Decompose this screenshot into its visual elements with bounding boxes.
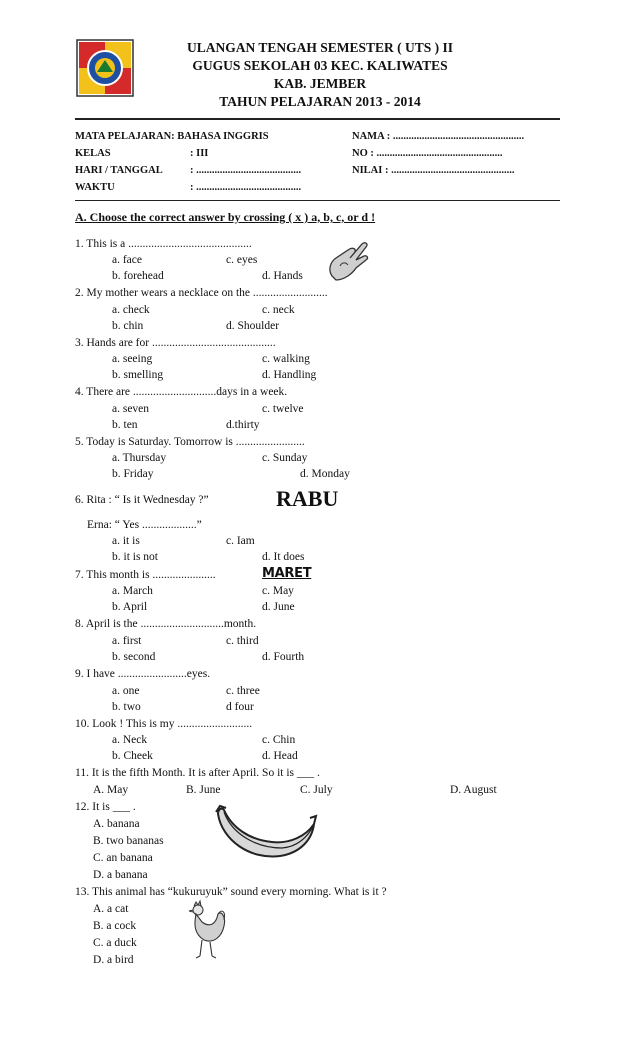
question-4: 4. There are .............................days in a week.	[75, 386, 288, 398]
q1-option-b[interactable]: b. forehead	[112, 270, 164, 282]
q4-option-a[interactable]: a. seven	[112, 403, 150, 415]
q8-option-d[interactable]: d. Fourth	[262, 651, 305, 663]
q3-option-a[interactable]: a. seeing	[112, 353, 153, 365]
q7-option-c[interactable]: c. May	[262, 585, 294, 597]
q9-option-d[interactable]: d four	[226, 701, 254, 713]
q12-option-a[interactable]: A. banana	[93, 818, 140, 830]
q4-option-d[interactable]: d.thirty	[226, 419, 260, 431]
q11-option-d[interactable]: D. August	[450, 784, 497, 796]
q9-option-a[interactable]: a. one	[112, 685, 140, 697]
q7-option-a[interactable]: a. March	[112, 585, 153, 597]
q11-option-a[interactable]: A. May	[93, 784, 129, 796]
q12-option-b[interactable]: B. two bananas	[93, 835, 164, 847]
q3-option-c[interactable]: c. walking	[262, 353, 310, 365]
q4-option-c[interactable]: c. twelve	[262, 403, 304, 415]
q8-option-c[interactable]: c. third	[226, 635, 259, 647]
score-field[interactable]: NILAI : ...............................................	[352, 165, 515, 176]
q11-option-b[interactable]: B. June	[186, 784, 221, 796]
banana-image	[210, 800, 320, 866]
q9-option-c[interactable]: c. three	[226, 685, 260, 697]
date-field[interactable]: : ........................................	[190, 165, 302, 176]
school-group: GUGUS SEKOLAH 03 KEC. KALIWATES	[192, 58, 448, 73]
q13-option-a[interactable]: A. a cat	[93, 903, 129, 915]
q9-option-b[interactable]: b. two	[112, 701, 141, 713]
question-11: 11. It is the fifth Month. It is after April. So it is ___ .	[75, 767, 320, 779]
q6-erna-reply: Erna: “ Yes ...................”	[87, 519, 202, 531]
q3-option-d[interactable]: d. Handling	[262, 369, 317, 381]
school-emblem-logo	[75, 38, 135, 98]
q4-option-b[interactable]: b. ten	[112, 419, 138, 431]
q13-option-c[interactable]: C. a duck	[93, 937, 137, 949]
class-value: : III	[190, 148, 209, 159]
header-divider	[75, 118, 560, 120]
q5-option-c[interactable]: c. Sunday	[262, 452, 308, 464]
q13-option-d[interactable]: D. a bird	[93, 954, 134, 966]
q1-option-c[interactable]: c. eyes	[226, 254, 258, 266]
q6-option-d[interactable]: d. It does	[262, 551, 305, 563]
question-7: 7. This month is ......................	[75, 569, 216, 581]
q12-option-c[interactable]: C. an banana	[93, 852, 153, 864]
time-field[interactable]: : ........................................	[190, 182, 302, 193]
question-12: 12. It is ___ .	[75, 801, 136, 813]
question-8: 8. April is the .............................month.	[75, 618, 257, 630]
regency: KAB. JEMBER	[273, 76, 367, 91]
q3-option-b[interactable]: b. smelling	[112, 369, 164, 381]
question-5: 5. Today is Saturday. Tomorrow is ........................	[75, 436, 305, 448]
maret-word-card: MARET	[262, 566, 312, 581]
q2-option-a[interactable]: a. check	[112, 304, 150, 316]
q5-option-d[interactable]: d. Monday	[300, 468, 350, 480]
q7-option-d[interactable]: d. June	[262, 601, 295, 613]
q1-option-a[interactable]: a. face	[112, 254, 142, 266]
q1-option-d[interactable]: d. Hands	[262, 270, 303, 282]
q2-option-d[interactable]: d. Shoulder	[226, 320, 280, 332]
question-13: 13. This animal has “kukuruyuk” sound every morning. What is it ?	[75, 886, 387, 898]
date-label: HARI / TANGGAL	[75, 165, 163, 176]
section-a-instruction: A. Choose the correct answer by crossing ( x ) a, b, c, or d !	[75, 210, 376, 224]
q12-option-d[interactable]: D. a banana	[93, 869, 148, 881]
q7-option-b[interactable]: b. April	[112, 601, 148, 613]
q10-option-c[interactable]: c. Chin	[262, 734, 296, 746]
class-label: KELAS	[75, 148, 111, 159]
name-field[interactable]: NAMA : ..................................................	[352, 131, 525, 142]
question-6: 6. Rita : “ Is it Wednesday ?”	[75, 494, 209, 506]
q6-option-c[interactable]: c. Iam	[226, 535, 255, 547]
q8-option-a[interactable]: a. first	[112, 635, 142, 647]
q5-option-a[interactable]: a. Thursday	[112, 452, 167, 464]
question-1: 1. This is a ...........................................	[75, 238, 252, 250]
q11-option-c[interactable]: C. July	[300, 784, 333, 796]
q2-option-c[interactable]: c. neck	[262, 304, 295, 316]
q2-option-b[interactable]: b. chin	[112, 320, 144, 332]
rabu-word-card: RABU	[276, 486, 339, 511]
question-9: 9. I have ........................eyes.	[75, 668, 211, 680]
rooster-image	[180, 898, 230, 964]
question-2: 2. My mother wears a necklace on the ..........................	[75, 287, 328, 299]
hand-gesture-image	[322, 236, 372, 284]
number-field[interactable]: NO : ................................................	[352, 148, 503, 159]
subject-field: MATA PELAJARAN: BAHASA INGGRIS	[75, 131, 269, 142]
academic-year: TAHUN PELAJARAN 2013 - 2014	[219, 94, 421, 109]
q8-option-b[interactable]: b. second	[112, 651, 156, 663]
q13-option-b[interactable]: B. a cock	[93, 920, 137, 932]
question-3: 3. Hands are for ...........................................	[75, 337, 276, 349]
exam-title: ULANGAN TENGAH SEMESTER ( UTS ) II	[186, 40, 454, 55]
q10-option-d[interactable]: d. Head	[262, 750, 298, 762]
q6-option-b[interactable]: b. it is not	[112, 551, 159, 563]
q6-option-a[interactable]: a. it is	[112, 535, 140, 547]
question-10: 10. Look ! This is my ..........................	[75, 718, 253, 730]
q10-option-b[interactable]: b. Cheek	[112, 750, 153, 762]
q5-option-b[interactable]: b. Friday	[112, 468, 154, 480]
time-label: WAKTU	[75, 182, 115, 193]
info-divider	[75, 200, 560, 201]
q10-option-a[interactable]: a. Neck	[112, 734, 148, 746]
